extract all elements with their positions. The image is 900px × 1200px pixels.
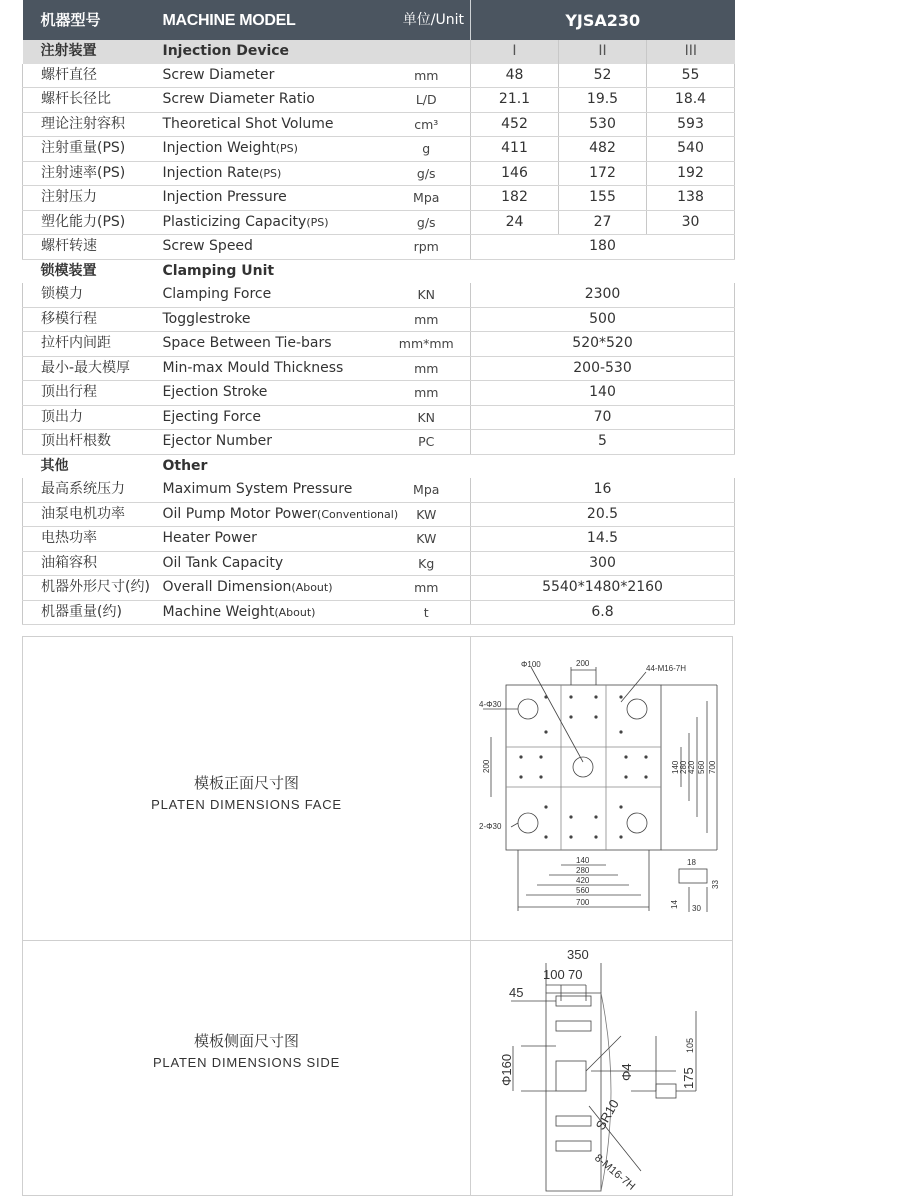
param-name-cn: 顶出力 xyxy=(23,405,163,430)
param-name-en xyxy=(163,576,383,601)
param-name-en xyxy=(163,551,383,576)
param-unit: mm xyxy=(383,356,471,381)
param-unit: mm xyxy=(383,381,471,406)
label-m16: 44-M16-7H xyxy=(646,664,687,673)
platen-dimensions-panel xyxy=(22,636,733,1196)
label-h4: 4-Φ30 xyxy=(479,700,502,709)
param-name-en xyxy=(163,112,383,137)
param-name-en-text: Injection Pressure xyxy=(162,189,287,206)
label-d33: 33 xyxy=(711,880,720,889)
param-value: 140 xyxy=(471,381,735,406)
label-d14: 14 xyxy=(670,900,679,909)
param-name-en xyxy=(163,161,383,186)
param-name-en-text: Overall Dimension xyxy=(162,579,292,596)
param-unit: PC xyxy=(383,430,471,455)
param-value: 30 xyxy=(647,210,735,235)
param-name-en xyxy=(163,307,383,332)
param-name-en-text: Screw Diameter xyxy=(162,66,275,83)
platen-side-drawing xyxy=(471,941,733,1196)
param-value: 530 xyxy=(559,112,647,137)
param-value: 452 xyxy=(471,112,559,137)
table-row xyxy=(23,332,735,357)
param-name-en xyxy=(163,332,383,357)
face-caption xyxy=(23,772,470,812)
param-name-cn: 塑化能力(PS) xyxy=(23,210,163,235)
face-caption-cn: 模板正面尺寸图 xyxy=(193,774,299,792)
param-name-en xyxy=(163,405,383,430)
param-name-cn: 注射速率(PS) xyxy=(23,161,163,186)
param-name-cn: 机器外形尺寸(约) xyxy=(23,576,163,601)
label-h105: 105 xyxy=(685,1037,695,1053)
label-b140: 140 xyxy=(576,856,590,865)
table-row xyxy=(23,356,735,381)
param-name-en-suffix: (Conventional) xyxy=(317,507,399,521)
label-v700: 700 xyxy=(708,760,717,774)
label-w100: 100 xyxy=(543,967,565,982)
label-b560: 560 xyxy=(576,886,590,895)
param-value: 300 xyxy=(471,551,735,576)
table-row xyxy=(23,551,735,576)
param-value: 21.1 xyxy=(471,88,559,113)
param-name-cn: 最小-最大模厚 xyxy=(23,356,163,381)
param-value: 48 xyxy=(471,64,559,88)
section-row-clamping xyxy=(23,259,735,283)
label-m16: 8-M16-7H xyxy=(592,1152,638,1193)
param-unit: L/D xyxy=(383,88,471,113)
screw-column-label: II xyxy=(559,40,647,64)
section-row-injection xyxy=(23,40,735,64)
section-en: Injection Device xyxy=(163,40,383,64)
param-unit: Kg xyxy=(383,551,471,576)
section-blank xyxy=(471,454,735,478)
spec-table xyxy=(22,0,735,625)
param-name-cn: 拉杆内间距 xyxy=(23,332,163,357)
param-value: 500 xyxy=(471,307,735,332)
label-v560: 560 xyxy=(697,760,706,774)
param-value: 411 xyxy=(471,137,559,162)
param-name-en-text: Screw Diameter Ratio xyxy=(162,91,315,108)
table-row xyxy=(23,112,735,137)
param-name-en xyxy=(163,381,383,406)
param-name-cn: 机器重量(约) xyxy=(23,600,163,625)
param-unit: KN xyxy=(383,283,471,307)
table-row xyxy=(23,235,735,260)
tie-bar-hole xyxy=(627,699,647,719)
label-h175: 175 xyxy=(681,1067,696,1089)
param-name-en-text: Min-max Mould Thickness xyxy=(162,359,344,376)
param-value: 6.8 xyxy=(471,600,735,625)
param-value: 24 xyxy=(471,210,559,235)
param-unit: g xyxy=(383,137,471,162)
param-name-en xyxy=(163,186,383,211)
param-value: 16 xyxy=(471,478,735,502)
label-d160: Φ160 xyxy=(499,1053,514,1086)
screw-column-label: III xyxy=(647,40,735,64)
param-name-en xyxy=(163,527,383,552)
param-value: 200-530 xyxy=(471,356,735,381)
param-unit: KW xyxy=(383,527,471,552)
param-unit: KN xyxy=(383,405,471,430)
param-value: 192 xyxy=(647,161,735,186)
header-unit: 单位/Unit xyxy=(383,0,471,40)
param-name-en-suffix: (PS) xyxy=(275,142,298,156)
param-name-en-text: Oil Pump Motor Power xyxy=(162,505,318,522)
screw-column-label: I xyxy=(471,40,559,64)
header-row xyxy=(23,0,735,40)
center-hole xyxy=(573,757,593,777)
param-unit: KW xyxy=(383,502,471,527)
table-row xyxy=(23,137,735,162)
tie-bar-hole xyxy=(518,699,538,719)
param-value: 180 xyxy=(471,235,735,260)
param-unit: rpm xyxy=(383,235,471,260)
param-name-en-text: Machine Weight xyxy=(162,603,275,620)
param-value: 55 xyxy=(647,64,735,88)
header-en: MACHINE MODEL xyxy=(163,0,383,40)
param-name-cn: 顶出杆根数 xyxy=(23,430,163,455)
param-name-en-text: Theoretical Shot Volume xyxy=(162,115,334,132)
tie-bar-hole xyxy=(627,813,647,833)
param-value: 520*520 xyxy=(471,332,735,357)
param-name-cn: 锁模力 xyxy=(23,283,163,307)
section-row-other xyxy=(23,454,735,478)
label-sr10: SR10 xyxy=(592,1096,622,1133)
param-name-cn: 螺杆直径 xyxy=(23,64,163,88)
param-value: 5 xyxy=(471,430,735,455)
param-name-cn: 注射重量(PS) xyxy=(23,137,163,162)
table-row xyxy=(23,64,735,88)
param-name-en xyxy=(163,235,383,260)
param-name-en-text: Injection Rate xyxy=(162,164,260,181)
param-name-en-text: Clamping Force xyxy=(162,286,272,303)
table-row xyxy=(23,381,735,406)
label-w70: 70 xyxy=(568,967,583,982)
table-row xyxy=(23,161,735,186)
table-row xyxy=(23,405,735,430)
section-cn: 其他 xyxy=(40,457,69,474)
param-name-en-text: Space Between Tie-bars xyxy=(162,335,332,352)
param-name-cn: 油泵电机功率 xyxy=(23,502,163,527)
label-left200: 200 xyxy=(482,759,491,773)
tie-bar-hole xyxy=(518,813,538,833)
param-name-cn: 螺杆长径比 xyxy=(23,88,163,113)
label-d100: Φ100 xyxy=(521,660,541,669)
param-unit: mm xyxy=(383,576,471,601)
param-value: 172 xyxy=(559,161,647,186)
param-name-en-text: Oil Tank Capacity xyxy=(162,554,284,571)
param-value: 2300 xyxy=(471,283,735,307)
param-unit: mm xyxy=(383,307,471,332)
param-name-cn: 螺杆转速 xyxy=(23,235,163,260)
param-name-en xyxy=(163,430,383,455)
param-unit: g/s xyxy=(383,161,471,186)
table-row xyxy=(23,502,735,527)
param-name-en xyxy=(163,600,383,625)
param-name-en-text: Plasticizing Capacity xyxy=(162,213,307,230)
table-row xyxy=(23,210,735,235)
param-name-cn: 移模行程 xyxy=(23,307,163,332)
param-value: 20.5 xyxy=(471,502,735,527)
param-unit: cm³ xyxy=(383,112,471,137)
param-name-en xyxy=(163,88,383,113)
table-row xyxy=(23,576,735,601)
param-value: 182 xyxy=(471,186,559,211)
label-w45: 45 xyxy=(509,985,524,1000)
table-row xyxy=(23,430,735,455)
section-en: Other xyxy=(162,457,208,474)
param-name-en-text: Togglestroke xyxy=(162,310,251,327)
param-unit: mm xyxy=(383,64,471,88)
param-name-en-text: Heater Power xyxy=(162,530,257,547)
param-value: 18.4 xyxy=(647,88,735,113)
param-value: 27 xyxy=(559,210,647,235)
param-unit: mm*mm xyxy=(383,332,471,357)
param-value: 593 xyxy=(647,112,735,137)
label-b280: 280 xyxy=(576,866,590,875)
label-d4: Φ4 xyxy=(619,1063,634,1081)
table-row xyxy=(23,527,735,552)
param-name-cn: 顶出行程 xyxy=(23,381,163,406)
param-name-en-text: Maximum System Pressure xyxy=(162,481,353,498)
table-row xyxy=(23,478,735,502)
param-name-en xyxy=(163,283,383,307)
label-v420: 420 xyxy=(687,760,696,774)
param-name-en-suffix: (PS) xyxy=(259,166,282,180)
label-d30: 30 xyxy=(692,904,701,913)
label-v140: 140 xyxy=(671,760,680,774)
param-value: 155 xyxy=(559,186,647,211)
platen-face-drawing xyxy=(471,637,733,939)
param-name-cn: 电热功率 xyxy=(23,527,163,552)
label-b420: 420 xyxy=(576,876,590,885)
table-row xyxy=(23,186,735,211)
param-name-en-text: Screw Speed xyxy=(162,238,253,255)
param-name-cn: 注射压力 xyxy=(23,186,163,211)
side-caption xyxy=(23,1030,470,1070)
face-caption-en: PLATEN DIMENSIONS FACE xyxy=(151,797,342,812)
param-name-en-suffix: (About) xyxy=(291,581,333,595)
param-name-en-suffix: (PS) xyxy=(306,215,329,229)
param-name-en-text: Ejector Number xyxy=(162,433,273,450)
header-model: YJSA230 xyxy=(471,0,735,40)
table-row xyxy=(23,283,735,307)
param-name-cn: 油箱容积 xyxy=(23,551,163,576)
table-row xyxy=(23,307,735,332)
param-name-en xyxy=(163,356,383,381)
param-name-en-text: Ejection Stroke xyxy=(162,384,268,401)
platen-outline xyxy=(506,685,661,850)
param-value: 19.5 xyxy=(559,88,647,113)
header-cn: 机器型号 xyxy=(23,0,163,40)
section-unit xyxy=(383,454,471,478)
label-w200: 200 xyxy=(576,659,590,668)
section-cn: 锁模装置 xyxy=(40,262,97,279)
section-en: Clamping Unit xyxy=(162,262,275,279)
side-caption-en: PLATEN DIMENSIONS SIDE xyxy=(152,1055,341,1070)
section-blank xyxy=(471,259,735,283)
param-name-en xyxy=(162,502,399,527)
label-b700: 700 xyxy=(576,898,590,907)
section-unit xyxy=(383,259,471,283)
param-name-cn: 最高系统压力 xyxy=(23,478,163,502)
param-unit: Mpa xyxy=(383,186,471,211)
param-name-en xyxy=(163,478,383,502)
param-unit: t xyxy=(383,600,471,625)
param-unit: Mpa xyxy=(383,478,471,502)
param-name-en-suffix: (About) xyxy=(274,605,316,619)
label-h2: 2-Φ30 xyxy=(479,822,502,831)
param-value: 482 xyxy=(559,137,647,162)
param-name-cn: 理论注射容积 xyxy=(23,112,163,137)
param-value: 52 xyxy=(559,64,647,88)
param-name-en xyxy=(163,137,383,162)
param-name-en xyxy=(163,64,383,88)
table-row xyxy=(23,600,735,625)
param-name-en-text: Injection Weight xyxy=(162,140,276,157)
label-v280: 280 xyxy=(679,760,688,774)
param-value: 5540*1480*2160 xyxy=(471,576,735,601)
section-unit xyxy=(383,40,471,64)
table-row xyxy=(23,88,735,113)
param-value: 14.5 xyxy=(471,527,735,552)
param-value: 70 xyxy=(471,405,735,430)
param-name-en-text: Ejecting Force xyxy=(162,408,262,425)
label-w350: 350 xyxy=(567,947,589,962)
param-value: 540 xyxy=(647,137,735,162)
side-caption-cn: 模板侧面尺寸图 xyxy=(193,1032,299,1050)
section-cn: 注射装置 xyxy=(23,40,163,64)
param-value: 138 xyxy=(647,186,735,211)
param-name-en xyxy=(163,210,383,235)
param-unit: g/s xyxy=(383,210,471,235)
param-value: 146 xyxy=(471,161,559,186)
label-d18: 18 xyxy=(687,858,696,867)
